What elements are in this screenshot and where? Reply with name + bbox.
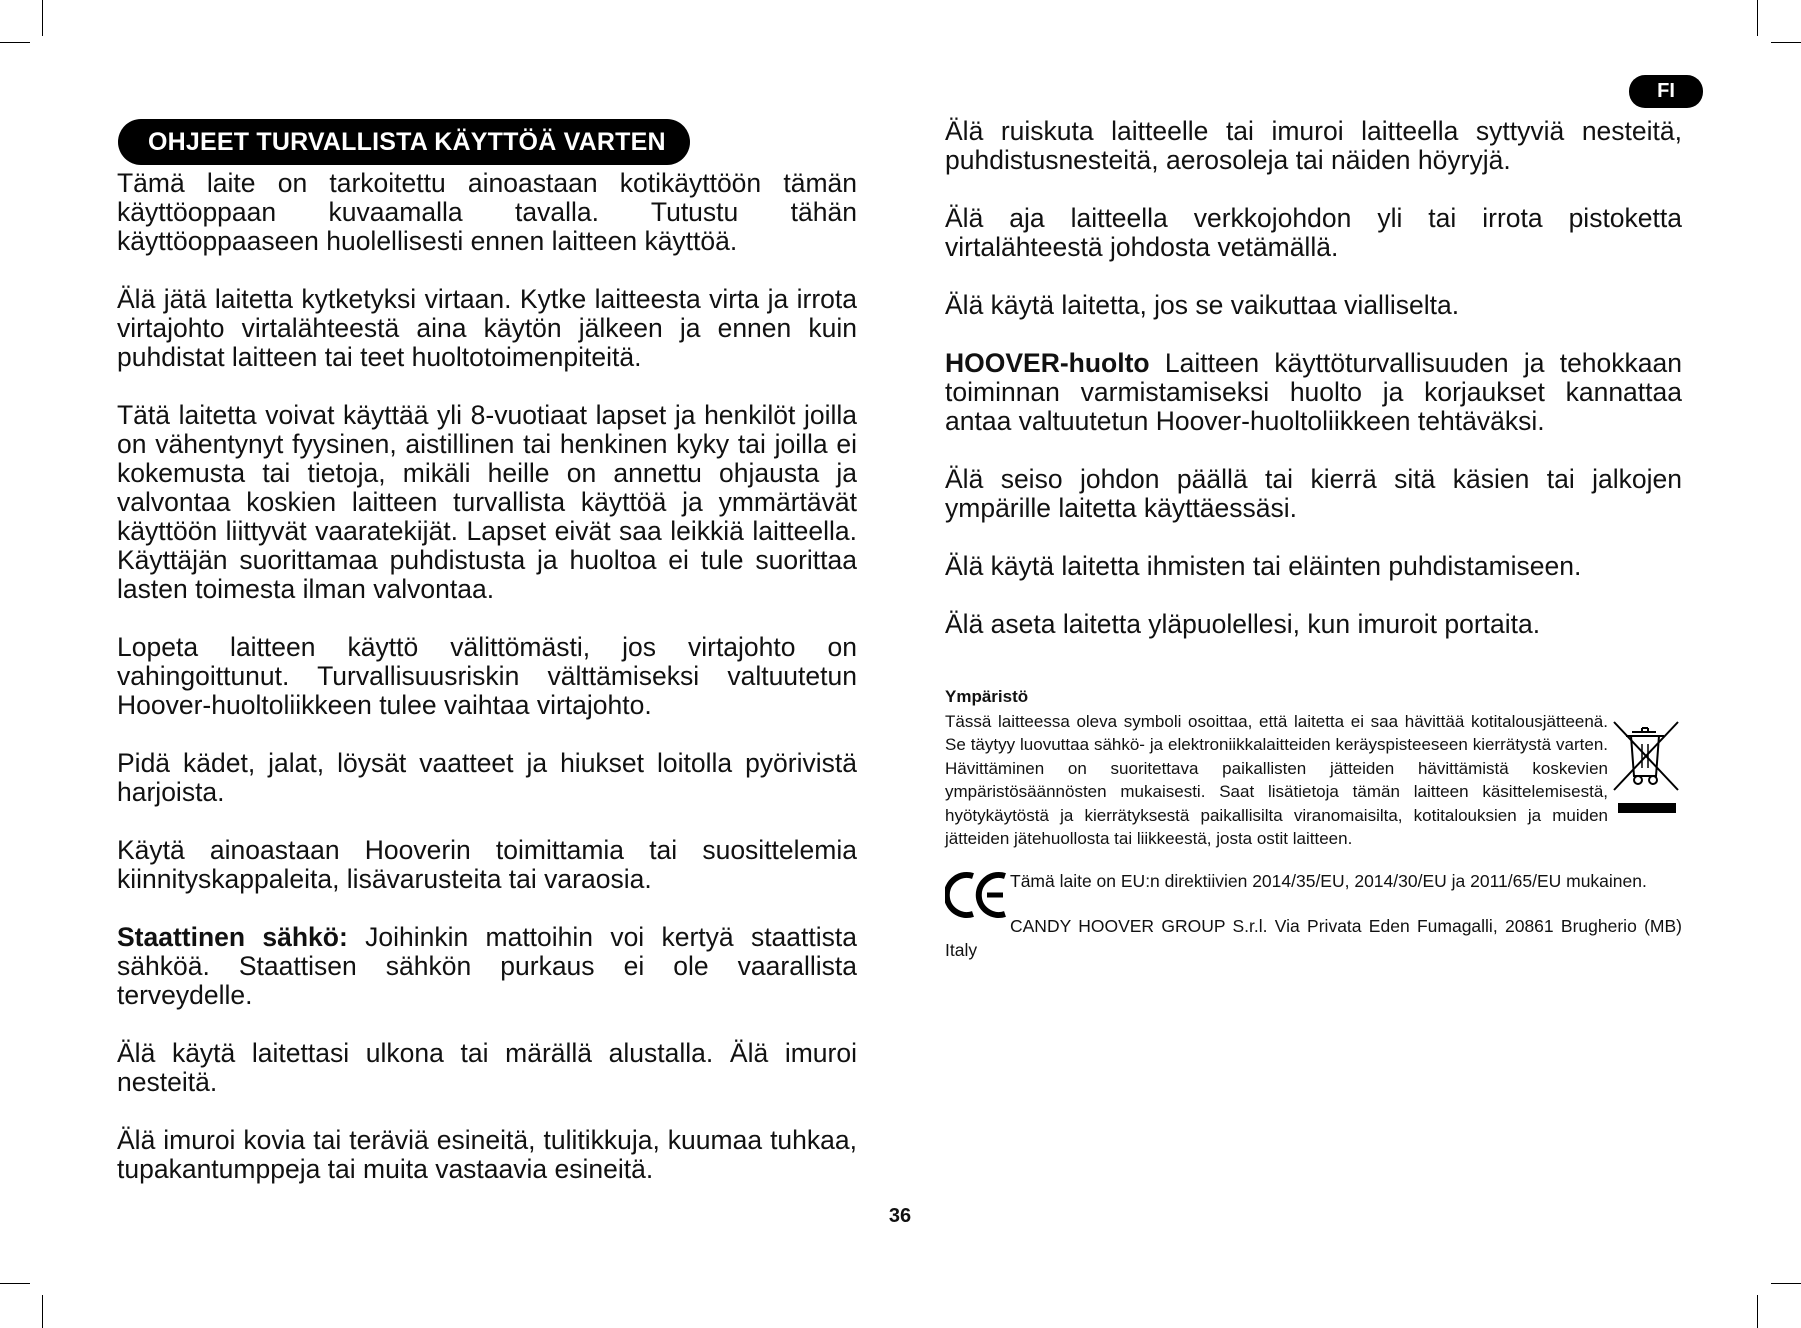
paragraph-text: Älä imuroi kovia tai teräviä esineitä, tulitikkuja, kuumaa tuhkaa, tupakantumppeja tai muita vastaavia esineitä. (117, 1125, 857, 1184)
paragraph (117, 401, 857, 604)
paragraph-text: Älä käytä laitetta ihmisten tai eläinten puhdistamiseen. (945, 551, 1582, 581)
paragraph-text: Joihinkin mattoihin voi kertyä staattista sähköä. Staattisen sähkön purkaus ei ole vaarallista terveydelle. (117, 922, 857, 1010)
paragraph (945, 465, 1682, 523)
crop-mark (1757, 1295, 1758, 1328)
paragraph-text: Älä aseta laitetta yläpuolellesi, kun imuroit portaita. (945, 609, 1541, 639)
paragraph (945, 291, 1682, 320)
paragraph (945, 610, 1682, 639)
paragraph (945, 349, 1682, 436)
paragraph-text: Älä jätä laitetta kytketyksi virtaan. Kytke laitteesta virta ja irrota virtajohto virtalähteestä aina käytön jälkeen ja ennen kuin puhdistat laitteen tai teet huoltotoimenpiteitä. (117, 284, 857, 372)
paragraph (945, 552, 1682, 581)
paragraph-text: Tätä laitetta voivat käyttää yli 8-vuotiaat lapset ja henkilöt joilla on vähentynyt fyysinen, aistillinen tai henkinen kyky tai joilla ei kokemusta tai tietoja, mikäli heille on annettu ohjausta ja valvontaa koskien laitteen turvallista käyttöä ja ymmärtävät käyttöön liittyvät vaaratekijät. Lapset eivät saa leikkiä laitteella. Käyttäjän suorittamaa puhdistusta ja huoltoa ei tule suorittaa lasten toimesta ilman valvontaa. (117, 400, 857, 604)
paragraph-text: Älä seiso johdon päällä tai kierrä sitä käsien tai jalkojen ympärille laitetta käyttäessäsi. (945, 464, 1682, 523)
paragraph-text: Älä käytä laitettasi ulkona tai märällä alustalla. Älä imuroi nesteitä. (117, 1038, 857, 1097)
paragraph (117, 923, 857, 1010)
crop-mark (0, 1283, 30, 1284)
environment-body: Tässä laitteessa oleva symboli osoittaa, että laitetta ei saa hävittää kotitalousjätteenä. Se täytyy luovuttaa sähkö- ja elektroniikkalaitteiden keräyspisteeseen kierrätystä varten. Hävittäminen on suoritettava paikallisten jätteiden hävittämistä koskevien ympäristösäännösten mukaisesti. Saat lisätietoja tämän laitteen käsittelemisestä, hyötykäytöstä ja kierrätyksestä paikallisilta viranomaisilta, kotitalouksien ja muiden jätteiden jätehuollosta tai liikkeestä, josta ostit laitteen. (945, 711, 1608, 848)
paragraph-text: Älä käytä laitetta, jos se vaikuttaa vialliselta. (945, 290, 1460, 320)
crop-mark (0, 42, 30, 43)
paragraph-text: Älä ruiskuta laitteelle tai imuroi laitteella syttyviä nesteitä, puhdistusnesteitä, aerosoleja tai näiden höyryjä. (945, 116, 1682, 175)
crop-mark (1771, 1283, 1801, 1284)
company-address: CANDY HOOVER GROUP S.r.l. Via Privata Eden Fumagalli, 20861 Brugherio (MB) Italy (945, 916, 1682, 960)
crop-mark (1757, 0, 1758, 36)
paragraph (117, 1126, 857, 1184)
right-paragraphs (945, 117, 1682, 639)
paragraph-text: Tämä laite on tarkoitettu ainoastaan kotikäyttöön tämän käyttöoppaan kuvaamalla tavalla. Tutustu tähän käyttöoppaaseen huolellisesti ennen laitteen käyttöä. (117, 168, 857, 256)
left-column (117, 119, 857, 1213)
paragraph (945, 204, 1682, 262)
environment-title: Ympäristö (945, 687, 1029, 706)
crop-mark (1771, 42, 1801, 43)
paragraph-heading: HOOVER-huolto (945, 348, 1150, 378)
ce-declaration: Tämä laite on EU:n direktiivien 2014/35/EU, 2014/30/EU ja 2011/65/EU mukainen. (1010, 871, 1647, 891)
paragraph (117, 1039, 857, 1097)
paragraph-heading: Staattinen sähkö: (117, 922, 348, 952)
right-column (945, 117, 1682, 668)
language-tab: FI (1629, 75, 1703, 108)
paragraph (117, 836, 857, 894)
crop-mark (42, 1295, 43, 1328)
paragraph-text: Laitteen käyttöturvallisuuden ja tehokkaan toiminnan varmistamiseksi huolto ja korjaukset kannattaa antaa valtuutetun Hoover-huoltoliikkeen tehtäväksi. (945, 348, 1682, 436)
paragraph-text: Älä aja laitteella verkkojohdon yli tai irrota pistoketta virtalähteestä johdosta vetämällä. (945, 203, 1682, 262)
section-title: OHJEET TURVALLISTA KÄYTTÖÄ VARTEN (118, 119, 690, 165)
paragraph (117, 169, 857, 256)
paragraph (117, 285, 857, 372)
paragraph-text: Lopeta laitteen käyttö välittömästi, jos virtajohto on vahingoittunut. Turvallisuusriskin välttämiseksi valtuutetun Hoover-huoltoliikkeen tulee vaihtaa virtajohto. (117, 632, 857, 720)
paragraph-text: Käytä ainoastaan Hooverin toimittamia tai suosittelemia kiinnityskappaleita, lisävarusteita tai varaosia. (117, 835, 857, 894)
paragraph-text: Pidä kädet, jalat, löysät vaatteet ja hiukset loitolla pyörivistä harjoista. (117, 748, 857, 807)
paragraph (117, 749, 857, 807)
page-number: 36 (888, 1205, 912, 1227)
paragraph (945, 117, 1682, 175)
left-paragraphs (117, 169, 857, 1184)
crop-mark (42, 0, 43, 36)
ce-mark-icon (945, 870, 1015, 920)
paragraph (117, 633, 857, 720)
crossed-out-wheelie-bin-icon (1612, 720, 1680, 816)
environment-section (945, 685, 1613, 851)
